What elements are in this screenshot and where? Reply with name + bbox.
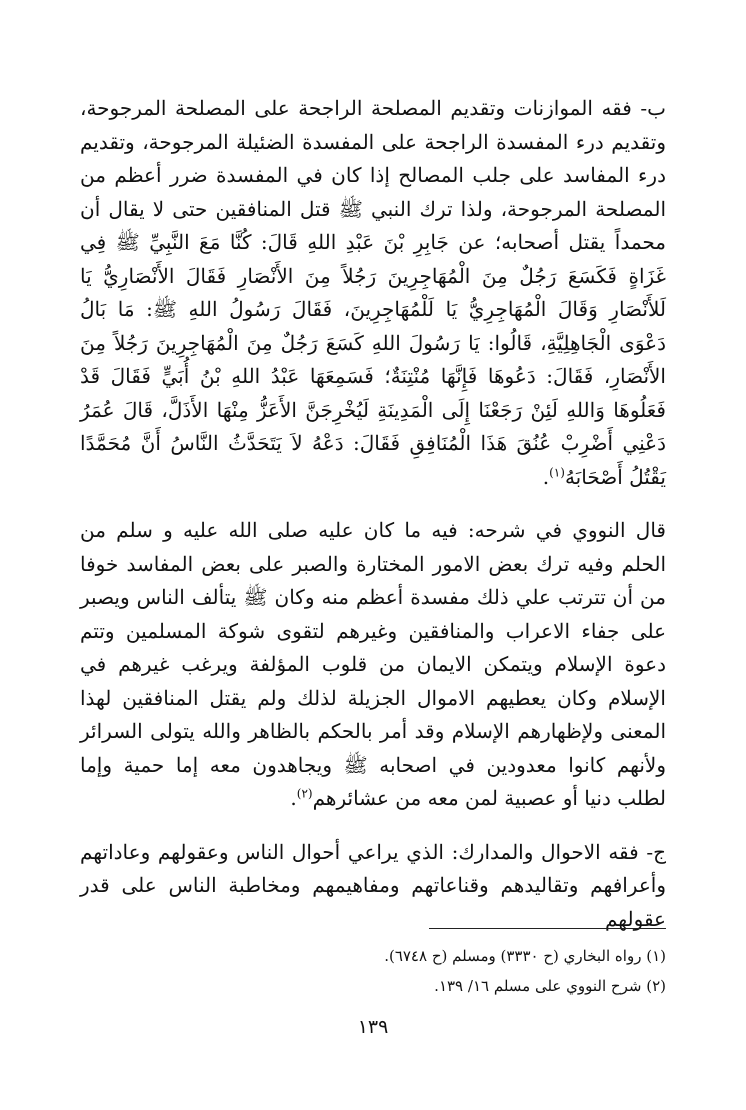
paragraph-conditions-jurisprudence	[80, 836, 666, 937]
footnote-reference-2: (٢)	[296, 786, 313, 801]
footnote-2: (٢) شرح النووي على مسلم ١٦/ ١٣٩.	[434, 977, 666, 995]
footnote-reference-1: (١)	[549, 464, 565, 479]
hadith-quote: جَابِرِ بْنَ عَبْدِ اللهِ قَالَ: كُنَّا مَعَ النَّبِيِّ ﷺ فِي غَزَاةٍ فَكَسَعَ رَجُلٌ مِنَ الْمُهَاجِرِينَ رَجُلاً مِنَ الأَنْصَارِ فَقَالَ الأَنْصَارِيُّ يَا لَلأَنْصَارِ وَقَالَ الْمُهَاجِرِيُّ يَا لَلْمُهَاجِرِينَ، فَقَالَ رَسُولُ اللهِ ﷺ: مَا بَالُ دَعْوَى الْجَاهِلِيَّةِ، قَالُوا: يَا رَسُولَ اللهِ كَسَعَ رَجُلٌ مِنَ الْمُهَاجِرِينَ رَجُلاً مِنَ الأَنْصَارِ، فَقَالَ: دَعُوهَا فَإِنَّهَا مُنْتِنَةٌ؛ فَسَمِعَهَا عَبْدُ اللهِ بْنُ أُبَيٍّ فَقَالَ قَدْ فَعَلُوهَا وَاللهِ لَئِنْ رَجَعْنَا إِلَى الْمَدِينَةِ لَيُخْرِجَنَّ الأَعَزُّ مِنْهَا الأَذَلَّ، قَالَ عُمَرُ دَعْنِي أَضْرِبْ عُنُقَ هَذَا الْمُنَافِقِ فَقَالَ: دَعْهُ لاَ يَتَحَدَّثُ النَّاسُ أَنَّ مُحَمَّدًا يَقْتُلُ أَصْحَابَهُ	[80, 230, 666, 489]
page-number: ١٣٩	[357, 1016, 389, 1038]
paragraph-b-end: .	[542, 464, 550, 489]
footnote-divider	[429, 928, 666, 929]
paragraph-nawawi-end: .	[290, 786, 297, 810]
paragraph-balancing-jurisprudence	[80, 92, 666, 494]
paragraph-nawawi-text: قال النووي في شرحه: فيه ما كان عليه صلى الله عليه و سلم من الحلم وفيه ترك بعض الامور المختارة والصبر على بعض المفاسد خوفا من أن تترتب علي ذلك مفسدة أعظم منه وكان ﷺ يتألف الناس ويصبر على جفاء الاعراب والمنافقين وغيرهم لتقوى شوكة المسلمين وتتم دعوة الإسلام ويتمكن الايمان من قلوب المؤلفة ويرغب غيرهم في الإسلام وكان يعطيهم الاموال الجزيلة لذلك ولم يقتل المنافقين لهذا المعنى ولإظهارهم الإسلام وقد أمر بالحكم بالظاهر والله يتولى السرائر ولأنهم كانوا معدودين في اصحابه ﷺ ويجاهدون معه إما حمية وإما لطلب دنيا أو عصبية لمن معه من عشائرهم	[80, 518, 666, 810]
body-text	[80, 92, 666, 936]
paragraph-nawawi-commentary	[80, 514, 666, 816]
footnote-1: (١) رواه البخاري (ح ٣٣٣٠) ومسلم (ح ٦٧٤٨).	[384, 947, 666, 965]
paragraph-c-text: ج- فقه الاحوال والمدارك: الذي يراعي أحوال الناس وعقولهم وعاداتهم وأعرافهم وتقاليدهم وقناعاتهم ومفاهيمهم ومخاطبة الناس على قدر عقولهم	[80, 839, 666, 931]
paragraph-b-intro: ب- فقه الموازنات وتقديم المصلحة الراجحة على المصلحة المرجوحة، وتقديم درء المفسدة الراجحة على المفسدة الضئيلة المرجوحة، وتقديم درء المفاسد على جلب المصالح إذا كان في المفسدة ضرر أعظم من المصلحة المرجوحة، ولذا ترك النبي ﷺ قتل المنافقين حتى لا يقال أن محمداً يقتل أصحابه؛ عن	[80, 96, 667, 254]
footnotes	[250, 941, 666, 1001]
